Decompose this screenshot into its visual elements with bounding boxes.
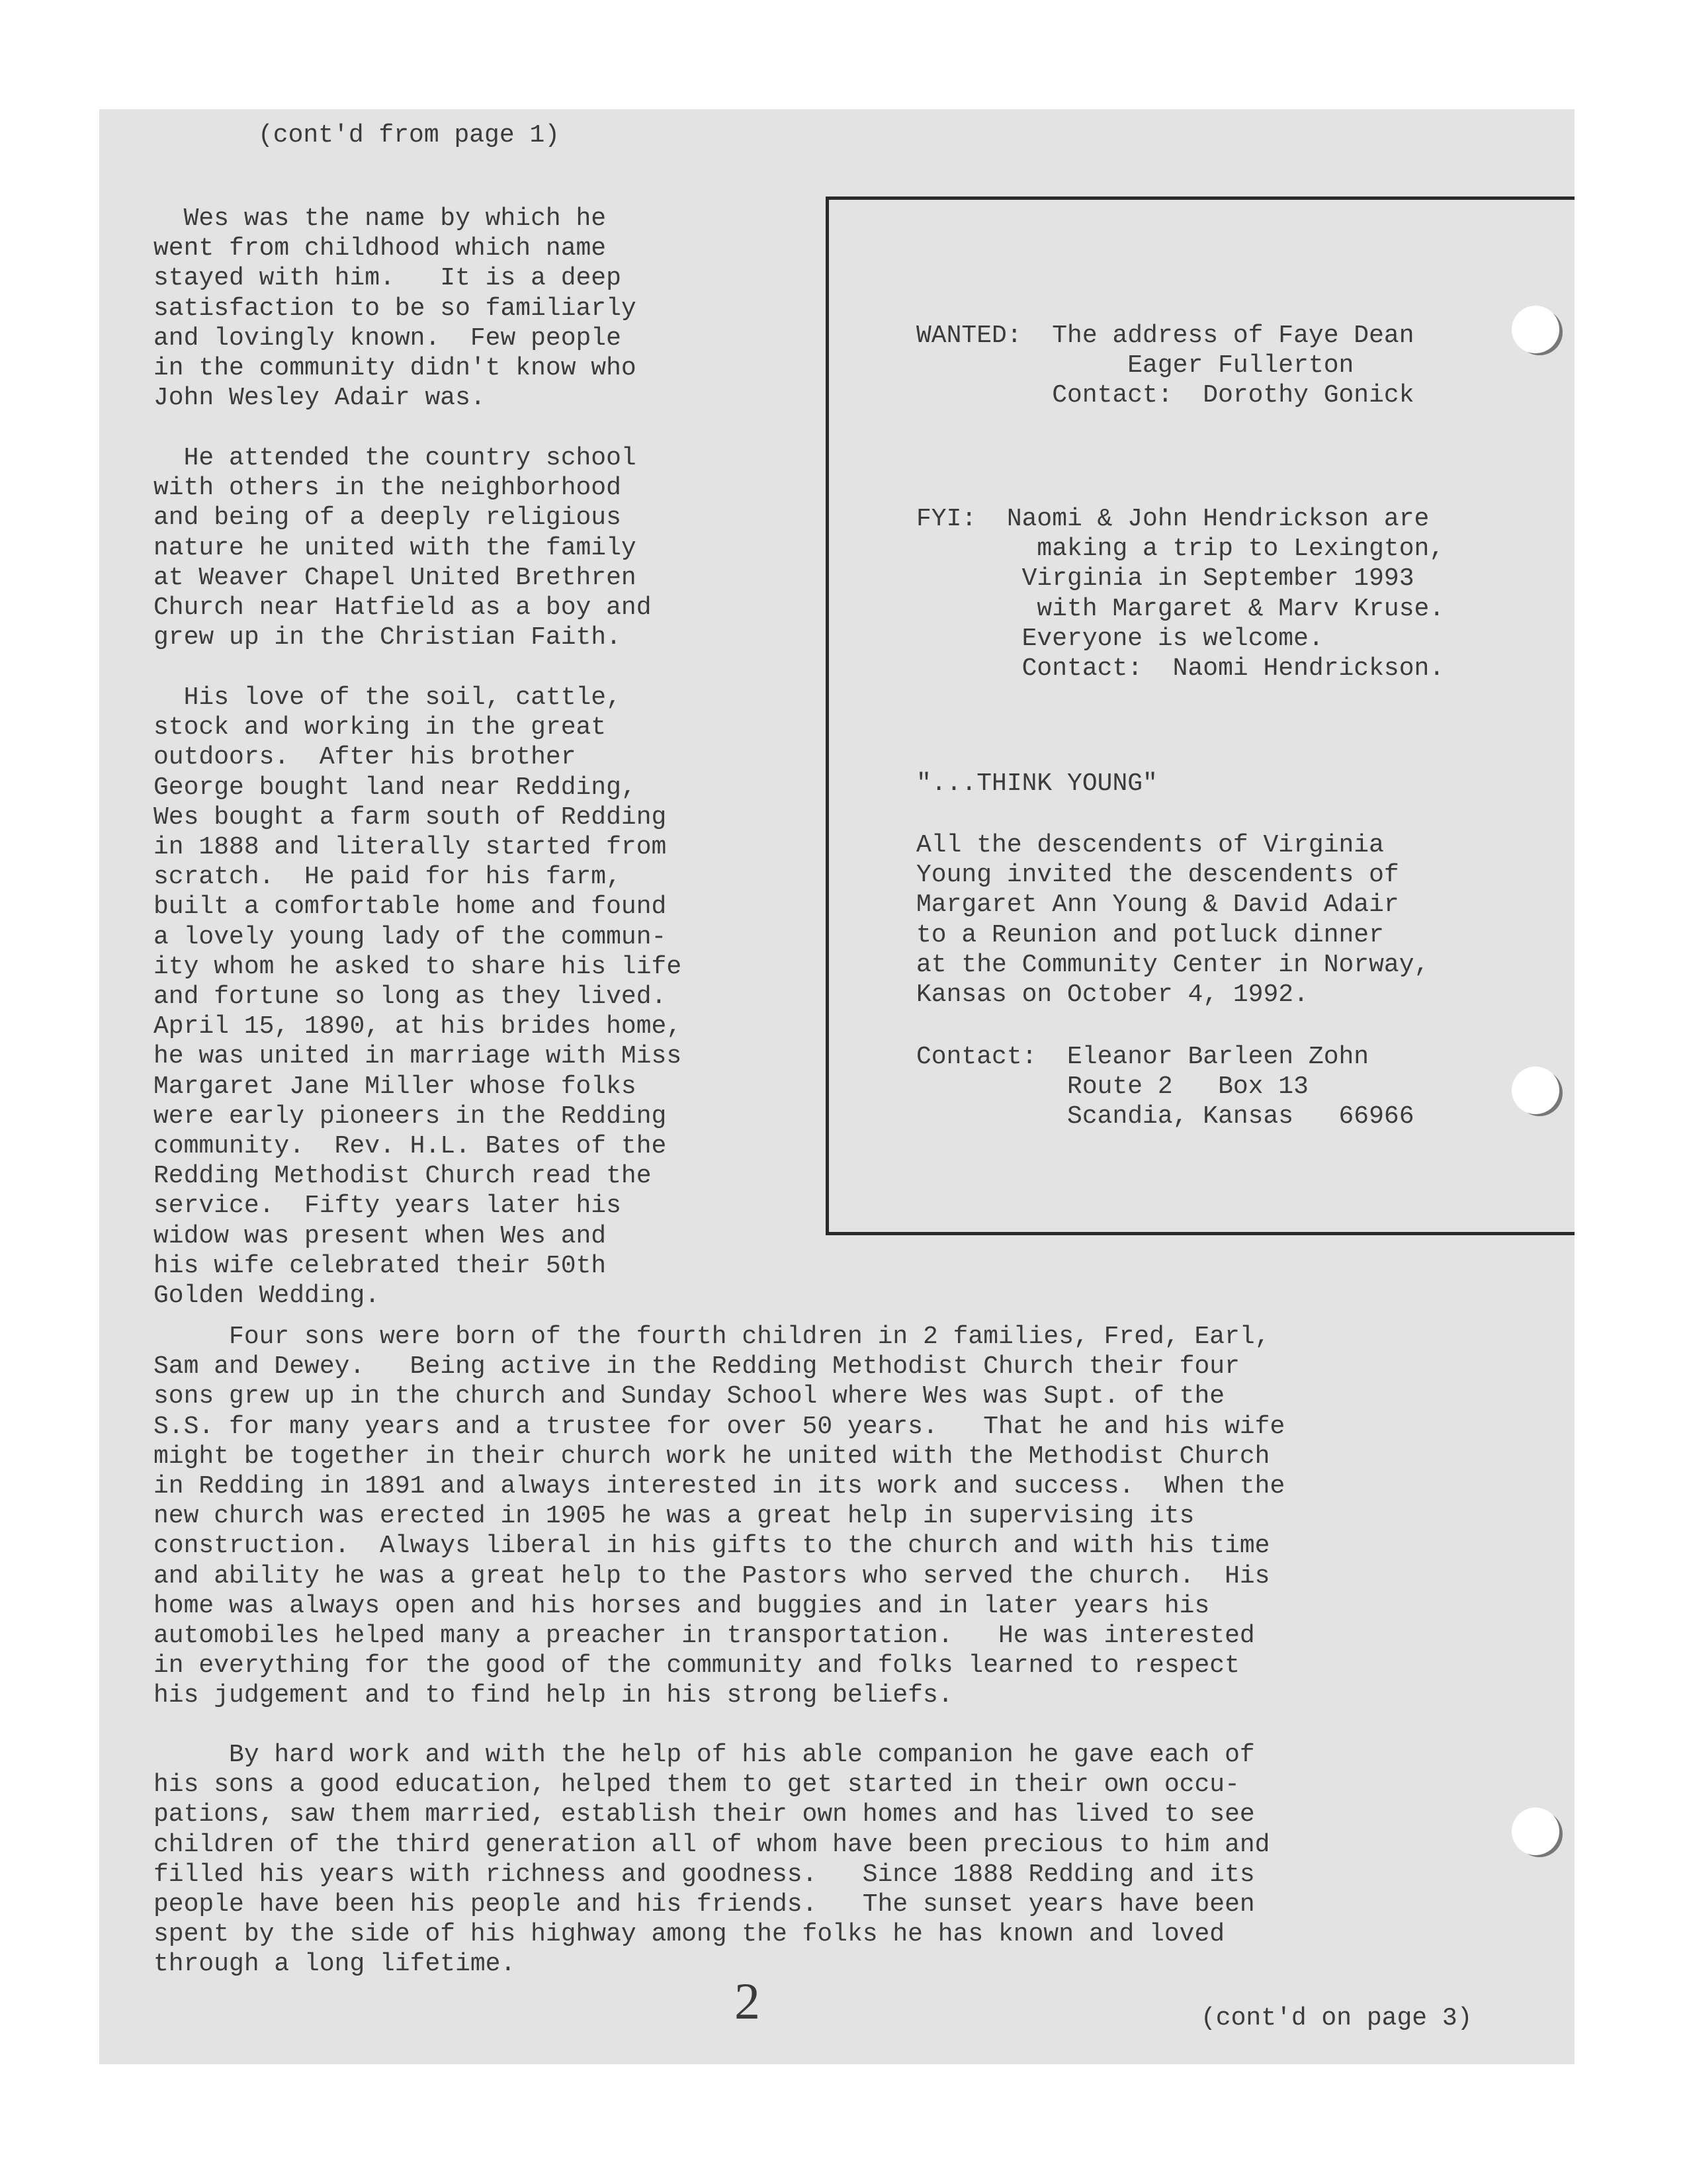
text-line: with others in the neighborhood xyxy=(153,474,621,503)
text-line: Virginia in September 1993 xyxy=(916,564,1414,593)
text-line: John Wesley Adair was. xyxy=(153,384,486,413)
text-line: people have been his people and his friends. The sunset years have been xyxy=(153,1890,1255,1919)
text-line: ity whom he asked to share his life xyxy=(153,952,682,981)
text-line: Margaret Ann Young & David Adair xyxy=(916,891,1399,920)
binder-hole-top xyxy=(1512,306,1559,353)
obituary-paragraph-2 xyxy=(153,443,652,652)
text-line: construction. Always liberal in his gifts to the church and with his time xyxy=(153,1532,1270,1561)
text-line: He attended the country school xyxy=(153,444,636,472)
text-line: Sam and Dewey. Being active in the Redding Methodist Church their four xyxy=(153,1352,1240,1381)
binder-hole-bottom xyxy=(1512,1808,1559,1855)
continued-from-note: (cont'd from page 1) xyxy=(258,121,560,150)
text-line: Eager Fullerton xyxy=(916,351,1354,380)
wanted-notice xyxy=(916,321,1414,411)
text-line: Wes was the name by which he xyxy=(153,204,607,233)
text-line: service. Fifty years later his xyxy=(153,1192,621,1221)
text-line: home was always open and his horses and buggies and in later years his xyxy=(153,1591,1210,1620)
text-line: to a Reunion and potluck dinner xyxy=(916,920,1384,949)
binder-hole-middle xyxy=(1512,1067,1559,1114)
text-line: Four sons were born of the fourth children in 2 families, Fred, Earl, xyxy=(153,1323,1270,1351)
text-line: By hard work and with the help of his able companion he gave each of xyxy=(153,1741,1255,1769)
text-line: and being of a deeply religious xyxy=(153,503,621,533)
obituary-paragraph-4 xyxy=(153,1322,1285,1711)
text-line: spent by the side of his highway among the folks he has known and loved xyxy=(153,1920,1225,1949)
text-line: in Redding in 1891 and always interested in its work and success. When the xyxy=(153,1472,1285,1501)
text-line: his judgement and to find help in his strong beliefs. xyxy=(153,1681,953,1710)
text-line: stayed with him. It is a deep xyxy=(153,264,621,293)
text-line: His love of the soil, cattle, xyxy=(153,683,621,712)
text-line: Redding Methodist Church read the xyxy=(153,1162,652,1191)
text-line: went from childhood which name xyxy=(153,234,607,263)
text-line: nature he united with the family xyxy=(153,533,636,562)
text-line: Contact: Naomi Hendrickson. xyxy=(916,654,1445,683)
obituary-paragraph-5 xyxy=(153,1740,1270,1980)
text-line: stock and working in the great xyxy=(153,713,607,742)
text-line: were early pioneers in the Redding xyxy=(153,1102,667,1131)
think-young-heading: "...THINK YOUNG" xyxy=(916,769,1158,798)
text-line: scratch. He paid for his farm, xyxy=(153,863,621,892)
obituary-paragraph-1 xyxy=(153,204,636,413)
text-line: he was united in marriage with Miss xyxy=(153,1042,682,1071)
text-line: Contact: Dorothy Gonick xyxy=(916,381,1414,410)
text-line: community. Rev. H.L. Bates of the xyxy=(153,1132,667,1161)
text-line: his sons a good education, helped them to get started in their own occu- xyxy=(153,1770,1240,1800)
text-line: built a comfortable home and found xyxy=(153,893,667,922)
text-line: sons grew up in the church and Sunday School where Wes was Supt. of the xyxy=(153,1382,1225,1411)
text-line: filled his years with richness and goodness. Since 1888 Redding and its xyxy=(153,1860,1255,1889)
text-line: with Margaret & Marv Kruse. xyxy=(916,594,1445,623)
text-line: at Weaver Chapel United Brethren xyxy=(153,563,636,592)
text-line: widow was present when Wes and xyxy=(153,1221,607,1250)
text-line: might be together in their church work he united with the Methodist Church xyxy=(153,1442,1270,1471)
text-line: Church near Hatfield as a boy and xyxy=(153,593,652,623)
text-line: Scandia, Kansas 66966 xyxy=(916,1102,1414,1131)
text-line: FYI: Naomi & John Hendrickson are xyxy=(916,505,1430,533)
text-line: a lovely young lady of the commun- xyxy=(153,922,667,951)
text-line: satisfaction to be so familiarly xyxy=(153,294,636,323)
text-line: April 15, 1890, at his brides home, xyxy=(153,1012,682,1041)
text-line: in the community didn't know who xyxy=(153,354,636,383)
page-number: 2 xyxy=(734,1972,760,2030)
text-line: All the descendents of Virginia xyxy=(916,831,1384,859)
text-line: through a long lifetime. xyxy=(153,1950,516,1979)
reunion-notice xyxy=(916,830,1429,1010)
text-line: George bought land near Redding, xyxy=(153,773,636,802)
text-line: Young invited the descendents of xyxy=(916,861,1399,890)
text-line: pations, saw them married, establish their own homes and has lived to see xyxy=(153,1800,1255,1829)
text-line: at the Community Center in Norway, xyxy=(916,950,1430,979)
text-line: new church was erected in 1905 he was a great help in supervising its xyxy=(153,1502,1195,1531)
text-line: grew up in the Christian Faith. xyxy=(153,623,621,652)
text-line: and ability he was a great help to the Pastors who served the church. His xyxy=(153,1561,1270,1591)
fyi-notice xyxy=(916,504,1444,683)
text-line: Kansas on October 4, 1992. xyxy=(916,981,1309,1010)
continued-on-note: (cont'd on page 3) xyxy=(1201,2004,1473,2032)
text-line: Golden Wedding. xyxy=(153,1282,380,1311)
text-line: making a trip to Lexington, xyxy=(916,535,1445,564)
text-line: Route 2 Box 13 xyxy=(916,1072,1309,1102)
reunion-contact xyxy=(916,1042,1414,1132)
text-line: WANTED: The address of Faye Dean xyxy=(916,322,1414,350)
text-line: his wife celebrated their 50th xyxy=(153,1251,607,1280)
text-line: and lovingly known. Few people xyxy=(153,324,621,353)
text-line: outdoors. After his brother xyxy=(153,743,576,772)
text-line: S.S. for many years and a trustee for over 50 years. That he and his wife xyxy=(153,1412,1285,1441)
text-line: and fortune so long as they lived. xyxy=(153,983,667,1012)
text-line: Contact: Eleanor Barleen Zohn xyxy=(916,1043,1369,1071)
text-line: Margaret Jane Miller whose folks xyxy=(153,1072,636,1101)
text-line: in 1888 and literally started from xyxy=(153,833,667,862)
text-line: children of the third generation all of whom have been precious to him and xyxy=(153,1830,1270,1859)
obituary-paragraph-3 xyxy=(153,683,681,1311)
text-line: automobiles helped many a preacher in transportation. He was interested xyxy=(153,1622,1255,1651)
text-line: Wes bought a farm south of Redding xyxy=(153,803,667,832)
text-line: in everything for the good of the community and folks learned to respect xyxy=(153,1651,1240,1681)
text-line: Everyone is welcome. xyxy=(916,624,1324,653)
